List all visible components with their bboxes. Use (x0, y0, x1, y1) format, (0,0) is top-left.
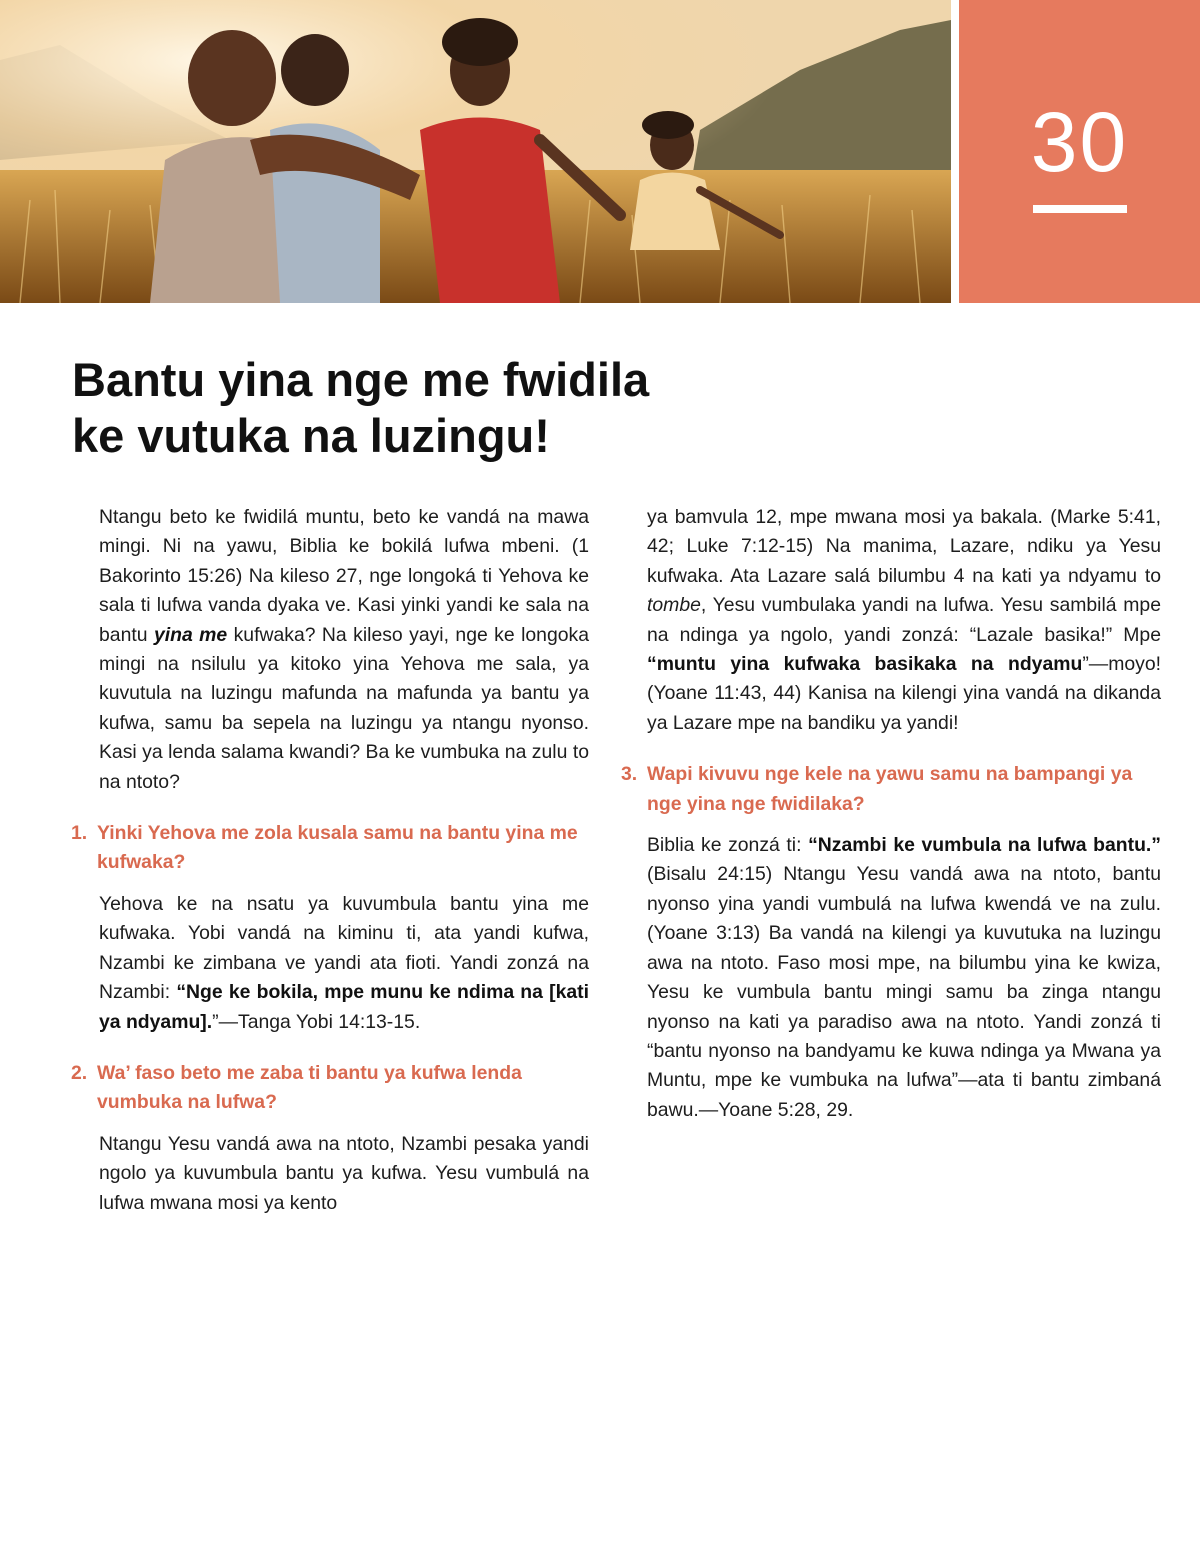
answer-2-paragraph-continued (647, 503, 1161, 738)
scripture-quote: “muntu yina kufwaka basikaka na ndyamu (647, 653, 1083, 676)
question-text: Yinki Yehova me zola kusala samu na bantu yina me kufwaka? (97, 822, 578, 874)
answer-emphasis: tombe (647, 594, 701, 617)
badge-underline (1033, 205, 1127, 213)
answer-3-paragraph (647, 831, 1161, 1125)
answer-text: ya bamvula 12, mpe mwana mosi ya bakala. (Marke 5:41, 42; Luke 7:12-15) Na manima, Lazare, ndiku ya Yesu kufwaka. Ata Lazare salá bilumbu 4 na kati ya ndyamu to (647, 506, 1161, 587)
answer-text: ”—Tanga Yobi 14:13-15. (212, 1010, 421, 1033)
family-embrace-photo (0, 0, 951, 303)
page-title (72, 352, 972, 464)
answer-1-paragraph (99, 890, 589, 1037)
question-3 (621, 760, 1161, 819)
scripture-quote: “Nzambi ke vumbula na lufwa bantu.” (808, 834, 1161, 857)
title-line-2: ke vutuka na luzingu! (72, 409, 550, 462)
question-number: 3. (621, 763, 638, 786)
answer-text: Yehova ke na nsatu ya kuvumbula bantu yina me kufwaka. Yobi vandá na kiminu ti, ata yandi kufwa, Nzambi ke zimbana ve yandi ata fioti. Yandi zonzá na Nzambi: (99, 892, 589, 1004)
intro-emphasis: yina me (153, 623, 228, 646)
answer-2-paragraph-start (99, 1130, 589, 1218)
answer-text: Biblia ke zonzá ti: (647, 834, 809, 857)
answer-text: , Yesu vumbulaka yandi na lufwa. Yesu sambilá mpe na ndinga ya ngolo, yandi zonzá: “Lazale basika!” Mpe (647, 594, 1161, 646)
hero-photo (0, 0, 951, 303)
answer-text: (Bisalu 24:15) Ntangu Yesu vandá awa na ntoto, bantu nyonso yina yandi vumbulá na lufwa kwendá ve na zulu. (Yoane 3:13) Ba vandá na kilengi ya kuvutuka na luzingu awa na ntoto. Faso mosi mpe, na bilumbu yina ke kwiza, Yesu ke vumbula bantu mingi samu ba zinga ntangu nyonso na kati ya paradiso awa na ntoto. Yandi zonzá ti “bantu nyonso na bandyamu ke kuwa ndinga ya Mwana ya Muntu, mpe ke vumbuka na lufwa”—ata ti bantu zimbaná bawu.—Yoane 5:28, 29. (647, 863, 1161, 1121)
lesson-number-badge (959, 0, 1200, 303)
left-column (49, 503, 589, 1218)
question-text: Wapi kivuvu nge kele na yawu samu na bampangi ya nge yina nge fwidilaka? (647, 763, 1133, 815)
answer-text: Ntangu Yesu vandá awa na ntoto, Nzambi pesaka yandi ngolo ya kuvumbula bantu ya kufwa. Yesu vumbulá na lufwa mwana mosi ya kento (99, 1132, 589, 1214)
lesson-number: 30 (1030, 95, 1129, 189)
question-number: 1. (71, 822, 88, 845)
question-number: 2. (71, 1061, 88, 1084)
answer-text: ”—moyo! (Yoane 11:43, 44) Kanisa na kilengi yina vandá na dikanda ya Lazare mpe na bandiku ya yandi! (647, 653, 1161, 734)
intro-paragraph (99, 503, 589, 797)
right-column (621, 503, 1161, 1125)
question-1 (49, 819, 589, 878)
question-2 (49, 1059, 589, 1118)
title-line-1: Bantu yina nge me fwidila (72, 353, 650, 406)
scripture-quote: “Nge ke bokila, mpe munu ke ndima na [kati ya ndyamu]. (99, 981, 589, 1033)
intro-text-2: kufwaka? Na kileso yayi, nge ke longoka mingi na nsilulu ya kitoko yina Yehova me sala, ya kuvutula na luzingu mafunda na mafunda ya bantu ya kufwa, samu ba sepela na luzingu ya ntangu nyonso. Kasi ya lenda salama kwandi? Ba ke vumbuka na zulu to na ntoto? (99, 623, 589, 793)
intro-text-1: Ntangu beto ke fwidilá muntu, beto ke vandá na mawa mingi. Ni na yawu, Biblia ke bokilá lufwa mbeni. (1 Bakorinto 15:26) Na kileso 27, nge longoká ti Yehova ke sala ti lufwa vanda dyaka ve. Kasi yinki yandi ke sala na bantu (99, 506, 589, 646)
question-text: Wa’ faso beto me zaba ti bantu ya kufwa lenda vumbuka na lufwa? (97, 1061, 522, 1114)
